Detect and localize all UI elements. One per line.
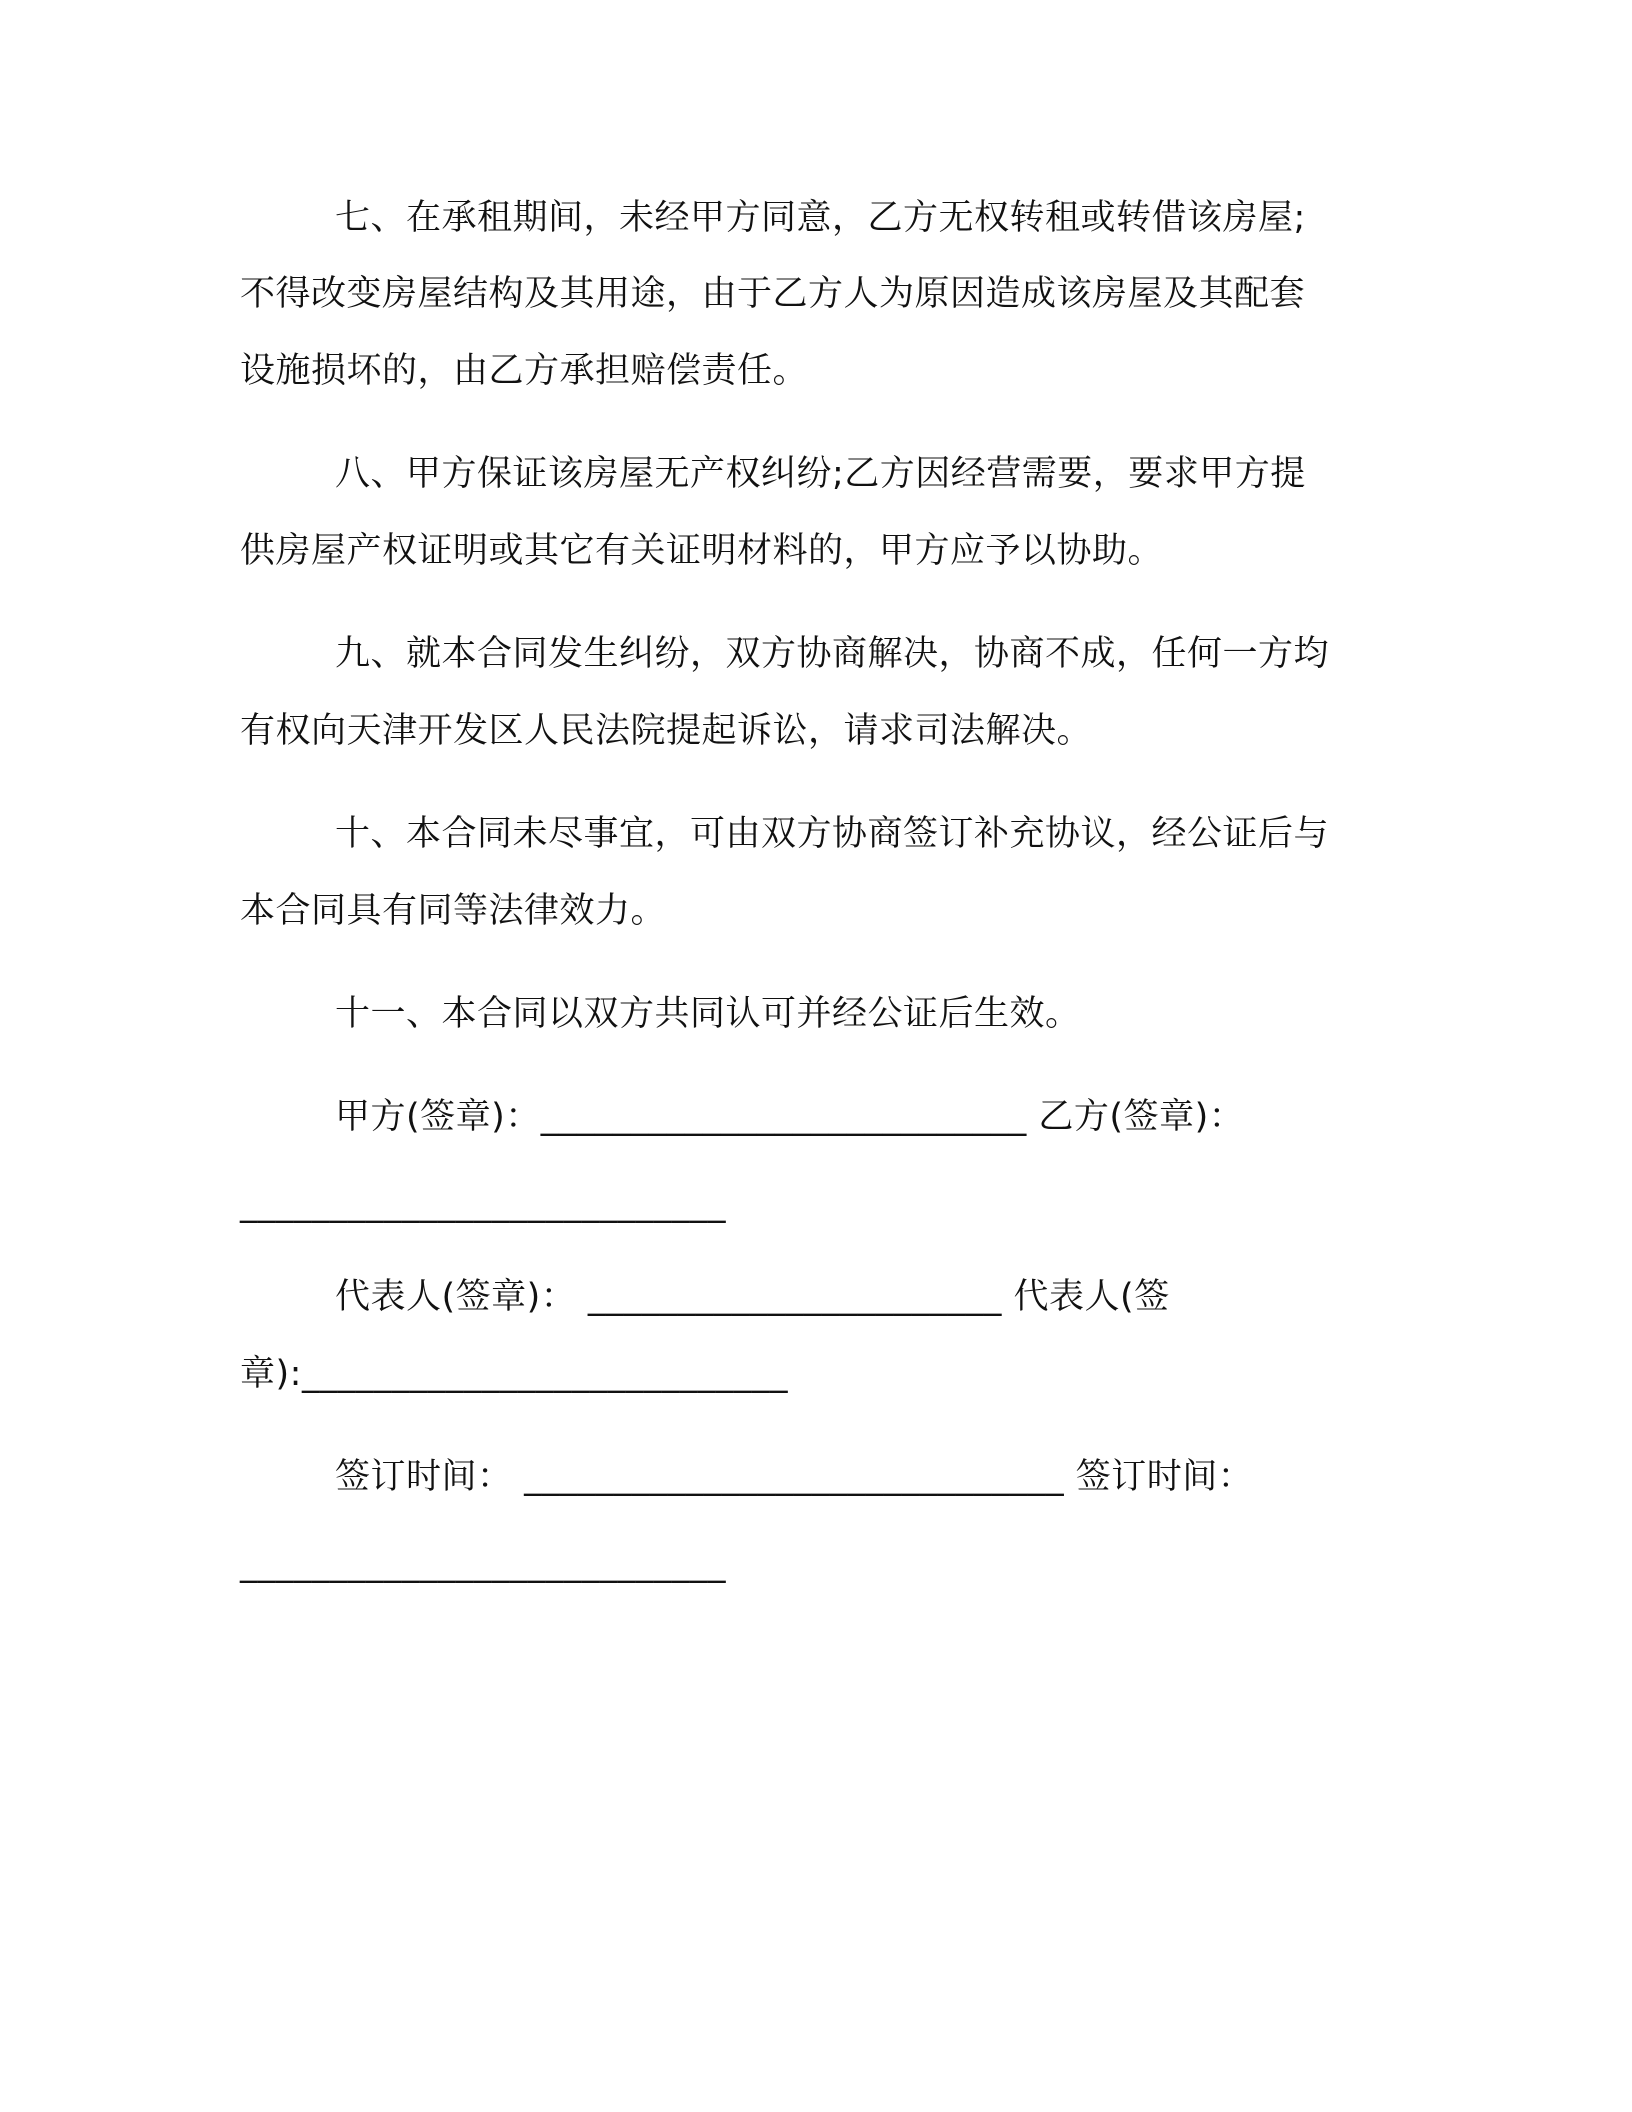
signature-representative-line-1: 代表人(签章)： _______________________ 代表人(签 (335, 1277, 1170, 1317)
clause-10-line-1: 十、本合同未尽事宜，可由双方协商签订补充协议，经公证后与 (335, 814, 1330, 854)
clause-7-line-3: 设施损坏的，由乙方承担赔偿责任。 (240, 351, 809, 391)
clause-8-line-1: 八、甲方保证该房屋无产权纠纷;乙方因经营需要，要求甲方提 (335, 454, 1306, 494)
signature-representative-line-2: 章):___________________________ (240, 1354, 788, 1394)
clause-7-line-1: 七、在承租期间，未经甲方同意，乙方无权转租或转借该房屋; (335, 198, 1306, 238)
signature-date-line-1: 签订时间： ______________________________ 签订时间： (335, 1457, 1254, 1497)
clause-9-line-2: 有权向天津开发区人民法院提起诉讼，请求司法解决。 (240, 711, 1093, 751)
clause-8-line-2: 供房屋产权证明或其它有关证明材料的，甲方应予以协助。 (240, 531, 1164, 571)
clause-7-line-2: 不得改变房屋结构及其用途，由于乙方人为原因造成该房屋及其配套 (240, 274, 1306, 314)
signature-party-line-1: 甲方(签章)：___________________________ 乙方(签章)： (335, 1097, 1245, 1137)
clause-10-line-2: 本合同具有同等法律效力。 (240, 891, 667, 931)
clause-9-line-1: 九、就本合同发生纠纷，双方协商解决，协商不成，任何一方均 (335, 634, 1330, 674)
signature-party-line-2: ___________________________ (240, 1184, 726, 1224)
signature-date-line-2: ___________________________ (240, 1544, 726, 1584)
clause-11-line-1: 十一、本合同以双方共同认可并经公证后生效。 (335, 994, 1081, 1034)
